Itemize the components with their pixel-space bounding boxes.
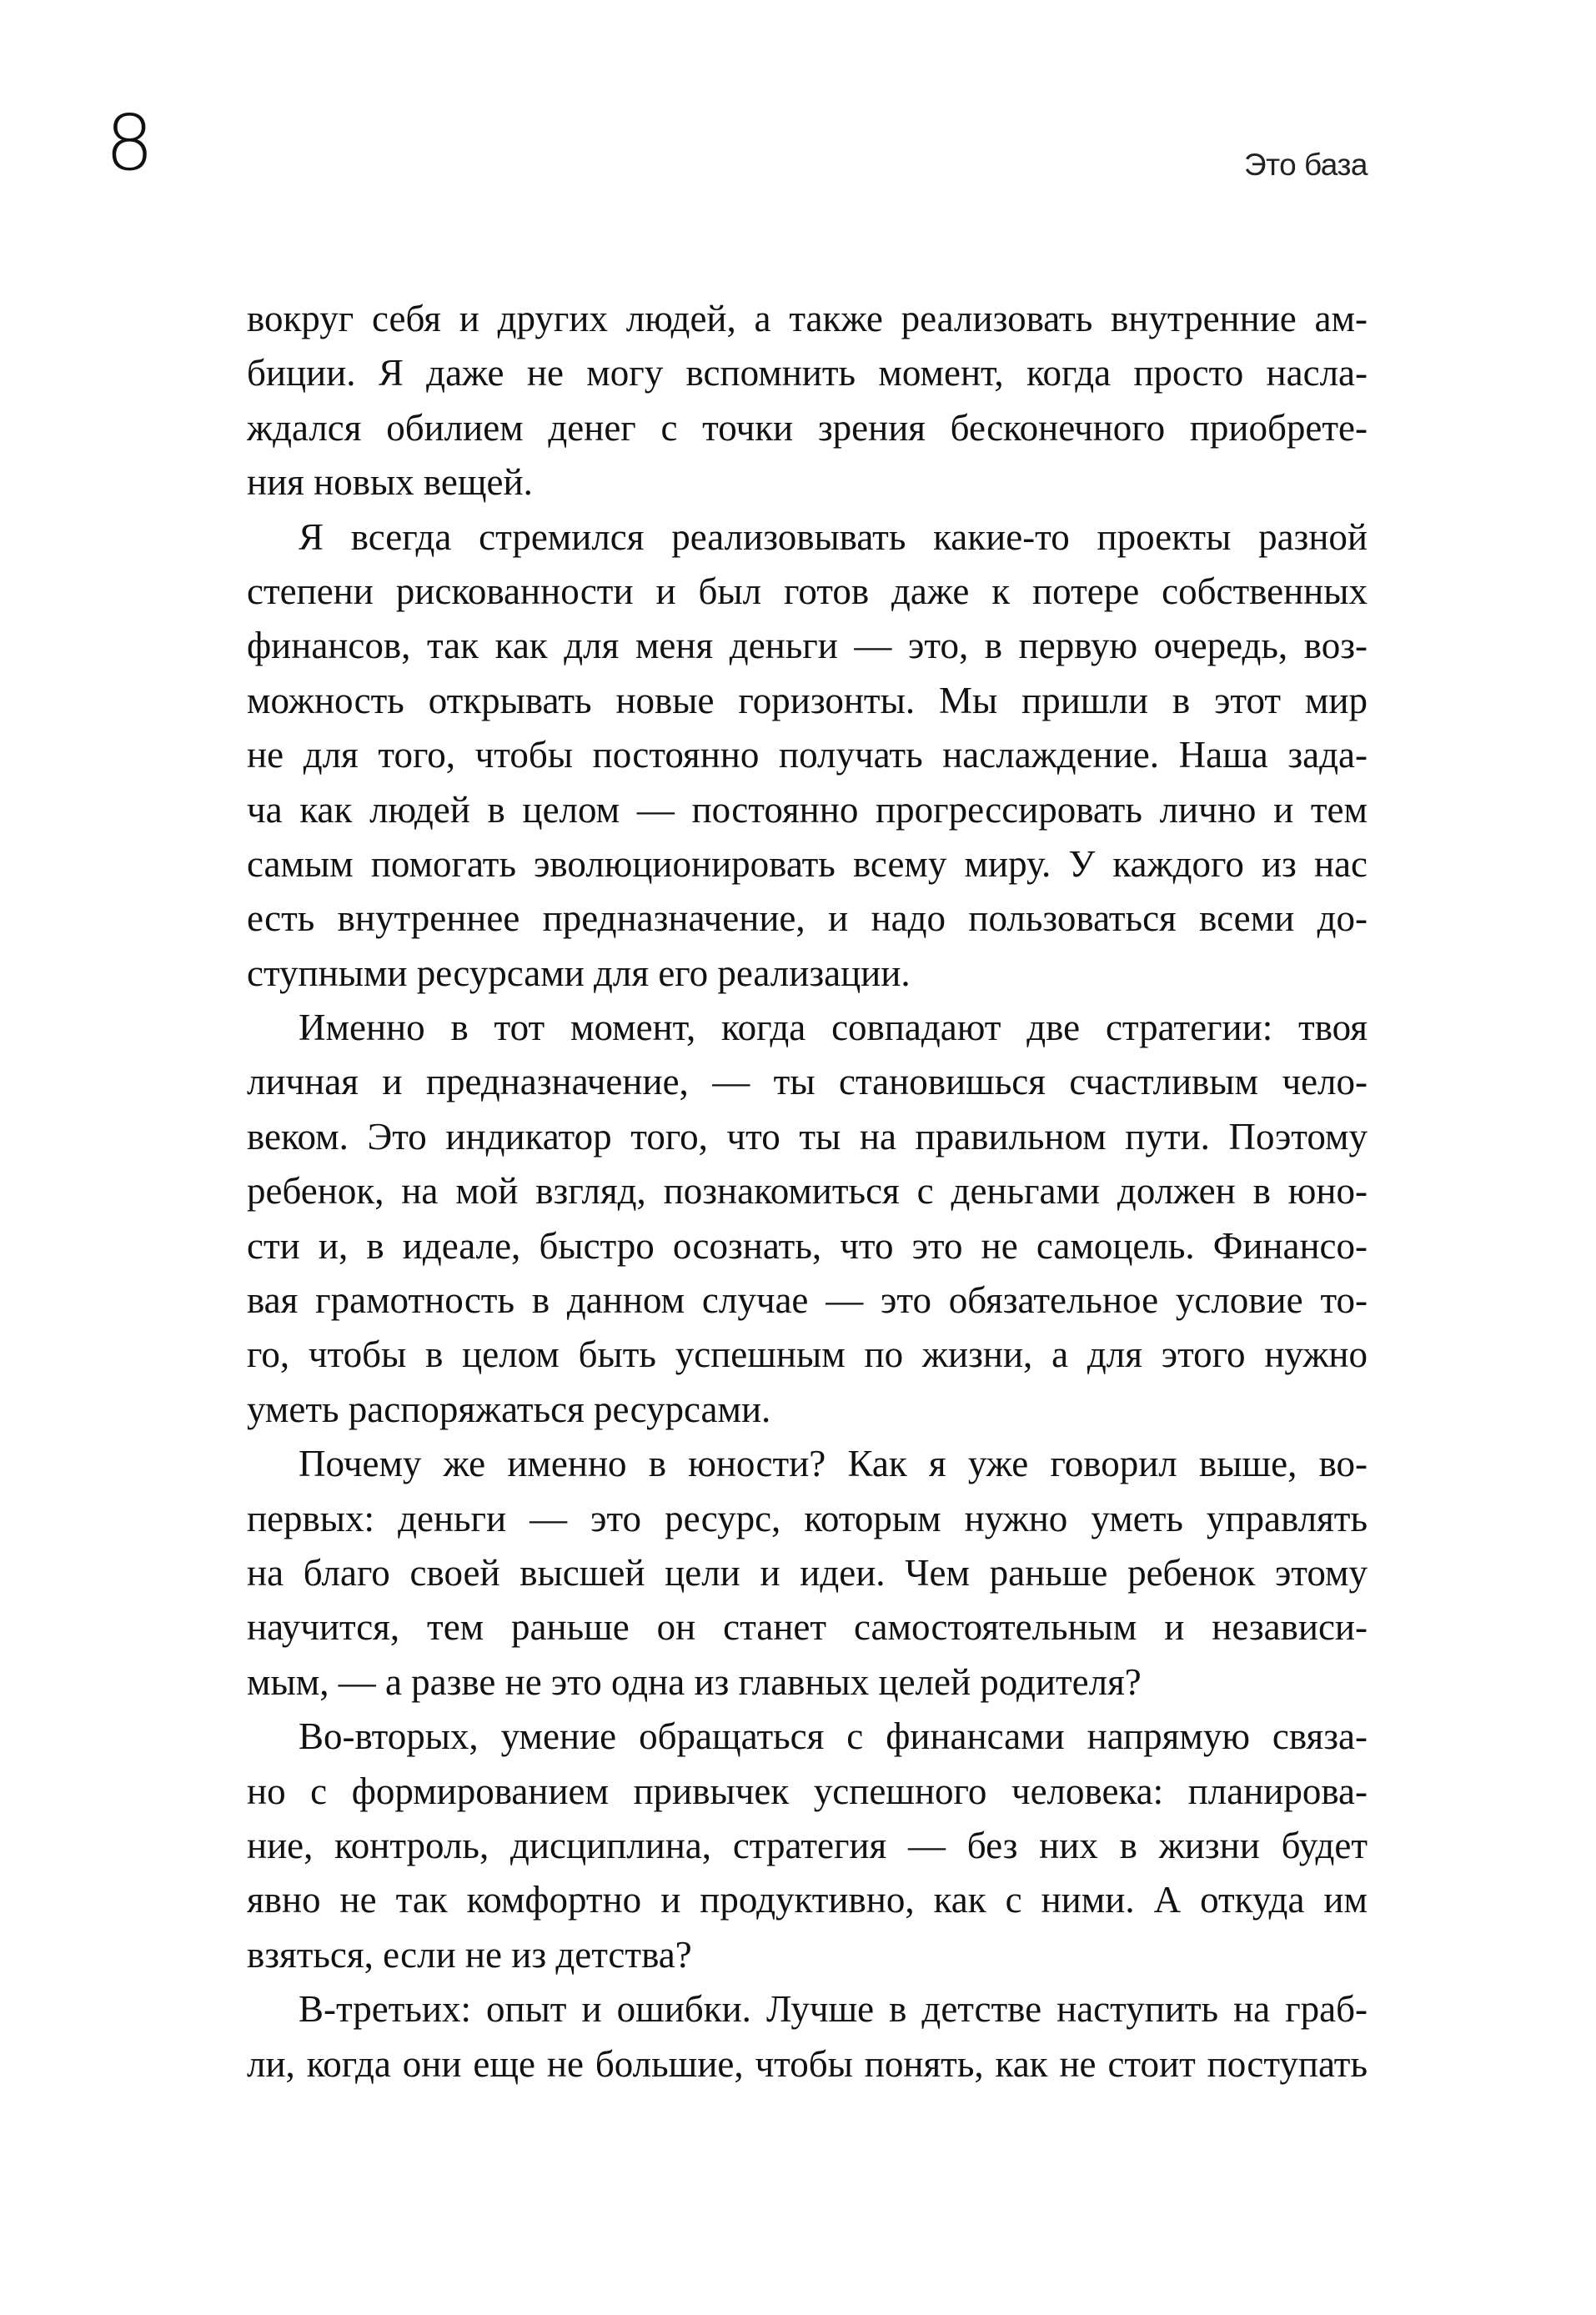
text-line: финансов, так как для меня деньги — это, в первую очередь, воз- <box>247 625 1368 667</box>
paragraph <box>247 510 1368 1002</box>
body-text <box>247 292 1368 2092</box>
text-line: но с формированием привычек успешного человека: планирова- <box>247 1770 1368 1812</box>
text-line: ли, когда они еще не большие, чтобы понять, как не стоит поступать <box>247 2042 1368 2085</box>
text-line: веком. Это индикатор того, что ты на правильном пути. Поэтому <box>247 1115 1368 1158</box>
text-line: научится, тем раньше он станет самостоятельным и независи- <box>247 1606 1368 1649</box>
text-line: биции. Я даже не могу вспомнить момент, когда просто насла- <box>247 352 1368 394</box>
text-line: сти и, в идеале, быстро осознать, что это не самоцель. Финансо- <box>247 1224 1368 1267</box>
text-line: взяться, если не из детства? <box>247 1933 692 1976</box>
paragraph <box>247 1710 1368 1982</box>
text-line: Во-вторых, умение обращаться с финансами напрямую связа- <box>299 1715 1368 1758</box>
paragraph <box>247 292 1368 510</box>
text-line: вая грамотность в данном случае — это обязательное условие то- <box>247 1279 1368 1322</box>
text-line: уметь распоряжаться ресурсами. <box>247 1388 771 1430</box>
text-line: ние, контроль, дисциплина, стратегия — без них в жизни будет <box>247 1824 1368 1866</box>
text-line: Именно в тот момент, когда совпадают две стратегии: твоя <box>299 1007 1368 1049</box>
text-line: ребенок, на мой взгляд, познакомиться с деньгами должен в юно- <box>247 1170 1368 1213</box>
text-line: первых: деньги — это ресурс, которым нужно уметь управлять <box>247 1497 1368 1539</box>
text-line: ния новых вещей. <box>247 461 533 504</box>
text-line: вокруг себя и других людей, а также реализовать внутренние ам- <box>247 298 1368 339</box>
text-line: личная и предназначение, — ты становишься счастливым чело- <box>247 1061 1368 1103</box>
text-line: можность открывать новые горизонты. Мы пришли в этот мир <box>247 679 1368 721</box>
text-line: го, чтобы в целом быть успешным по жизни, а для этого нужно <box>247 1333 1368 1376</box>
paragraph <box>247 1001 1368 1437</box>
paragraph <box>247 1982 1368 2092</box>
text-line: есть внутреннее предназначение, и надо пользоваться всеми до- <box>247 897 1368 940</box>
page-number: 8 <box>105 98 154 188</box>
text-line: Почему же именно в юности? Как я уже говорил выше, во- <box>299 1443 1368 1485</box>
text-line: В-третьих: опыт и ошибки. Лучше в детстве наступить на граб- <box>299 1988 1368 2031</box>
text-line: ча как людей в целом — постоянно прогрессировать лично и тем <box>247 788 1368 831</box>
text-line: не для того, чтобы постоянно получать наслаждение. Наша зада- <box>247 734 1368 776</box>
text-line: Я всегда стремился реализовывать какие-то проекты разной <box>299 515 1368 558</box>
text-line: ждался обилием денег с точки зрения бесконечного приобрете- <box>247 406 1368 449</box>
running-header-title: Это база <box>1243 148 1368 182</box>
text-line: самым помогать эволюционировать всему миру. У каждого из нас <box>247 842 1368 885</box>
paragraph <box>247 1437 1368 1710</box>
text-line: мым, — а разве не это одна из главных целей родителя? <box>247 1660 1142 1703</box>
text-line: ступными ресурсами для его реализации. <box>247 952 911 994</box>
text-line: явно не так комфортно и продуктивно, как с ними. А откуда им <box>247 1879 1368 1921</box>
text-line: на благо своей высшей цели и идеи. Чем раньше ребенок этому <box>247 1551 1368 1594</box>
text-line: степени рискованности и был готов даже к потере собственных <box>247 570 1368 612</box>
